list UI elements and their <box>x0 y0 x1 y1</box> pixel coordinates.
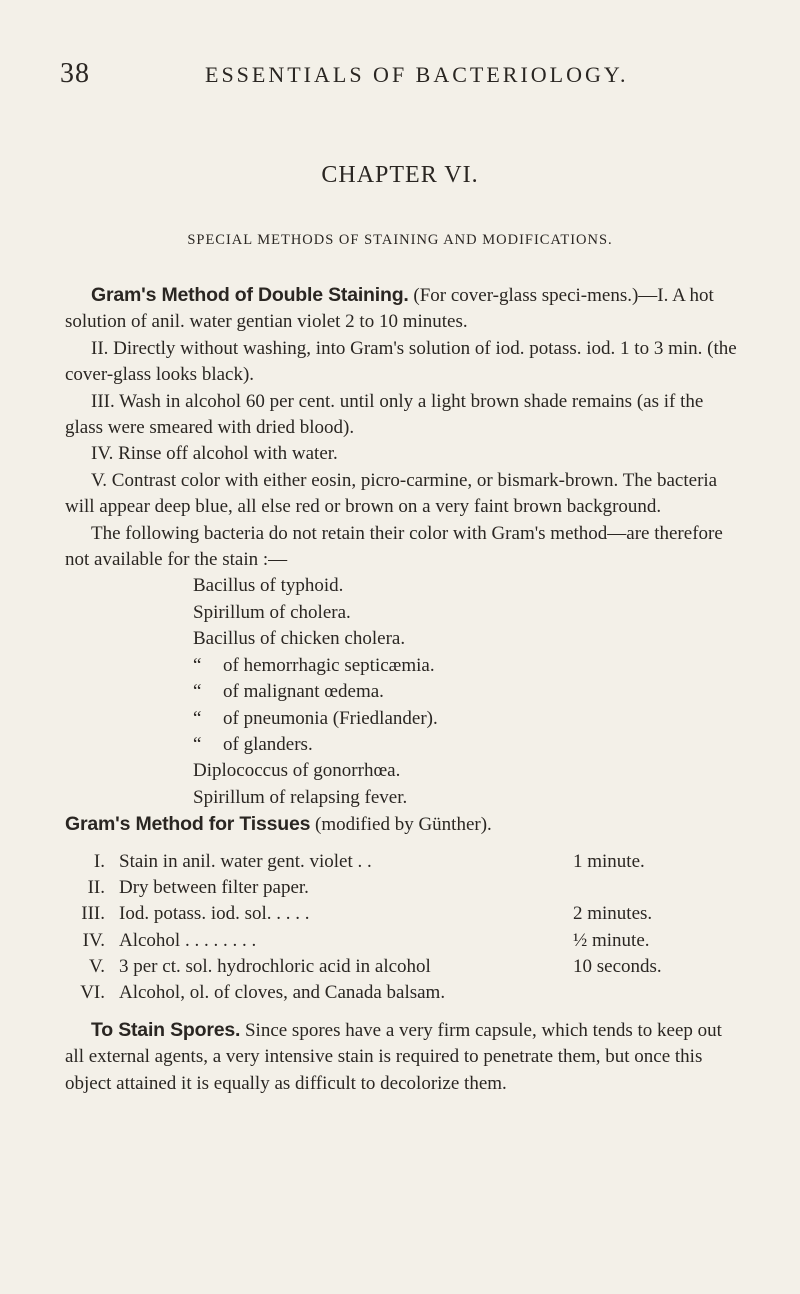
list-item: Spirillum of relapsing fever. <box>193 786 408 808</box>
body-text <box>65 282 745 1097</box>
gram-note: The following bacteria do not retain their color with Gram's method—are therefore not available for the stain :— <box>65 522 723 571</box>
spores-heading: To Stain Spores. <box>91 1018 241 1041</box>
gram-double-heading: Gram's Method of Double Staining. <box>91 284 409 306</box>
list-item: Bacillus of chicken cholera. <box>193 628 406 650</box>
list-item: “ of glanders. <box>65 732 745 758</box>
table-row: I. Stain in anil. water gent. violet . . 1 minute. <box>93 850 645 872</box>
gram-double-intro <box>65 282 745 336</box>
spores-paragraph <box>65 1017 745 1097</box>
list-item: “ of hemorrhagic septicæmia. <box>65 653 745 679</box>
spores-text: Since spores have a very firm capsule, which tends to keep out all external agents, a very intensive stain is required to penetrate them, but once this object attained it is equally as difficult to decolorize them. <box>65 1019 722 1094</box>
ditto-mark: “ <box>193 681 202 703</box>
chapter-title: CHAPTER VI. <box>321 162 479 188</box>
running-title: ESSENTIALS OF BACTERIOLOGY. <box>205 62 629 87</box>
gram-double-step: II. Directly without washing, into Gram's solution of iod. potass. iod. 1 to 3 min. (the cover-glass looks black). <box>65 337 737 386</box>
ditto-mark: “ <box>193 654 202 676</box>
gram-tissues-note: (modified by Günther). <box>310 814 492 836</box>
running-header <box>60 58 760 94</box>
table-row: IV. Alcohol . . . . . . . . ½ minute. <box>82 929 650 951</box>
gram-double-step: IV. Rinse off alcohol with water. <box>91 443 338 465</box>
gram-double-step: III. Wash in alcohol 60 per cent. until only a light brown shade remains (as if the glass were smeared with dried blood). <box>65 390 704 439</box>
gram-tissues-steps <box>65 849 745 1007</box>
list-item: “ of malignant œdema. <box>65 679 745 705</box>
gram-double-intro-text: (For cover-glass speci-mens.)—I. A hot solution of anil. water gentian violet 2 to 10 minutes. <box>65 285 714 333</box>
list-item: Spirillum of cholera. <box>193 601 351 623</box>
gram-tissues-title <box>65 811 745 838</box>
table-row: VI. Alcohol, ol. of cloves, and Canada balsam. <box>80 982 446 1004</box>
gram-double-step: V. Contrast color with either eosin, picro-carmine, or bismark-brown. The bacteria will appear deep blue, all else red or brown on a very faint brown background. <box>65 469 718 518</box>
list-item: “ of pneumonia (Friedlander). <box>65 706 745 732</box>
list-item: Bacillus of typhoid. <box>193 575 344 597</box>
table-row: II. Dry between filter paper. <box>87 876 309 898</box>
chapter-subtitle: SPECIAL METHODS OF STAINING AND MODIFICATIONS. <box>187 232 613 248</box>
page-number: 38 <box>60 58 90 89</box>
bacteria-list <box>65 573 745 811</box>
gram-tissues-heading: Gram's Method for Tissues <box>65 813 311 836</box>
table-row: V. 3 per ct. sol. hydrochloric acid in alcohol 10 seconds. <box>88 956 662 978</box>
table-row: III. Iod. potass. iod. sol. . . . . 2 minutes. <box>81 903 653 925</box>
ditto-mark: “ <box>193 707 202 729</box>
ditto-mark: “ <box>193 733 202 755</box>
list-item: Diplococcus of gonorrhœa. <box>193 760 401 782</box>
